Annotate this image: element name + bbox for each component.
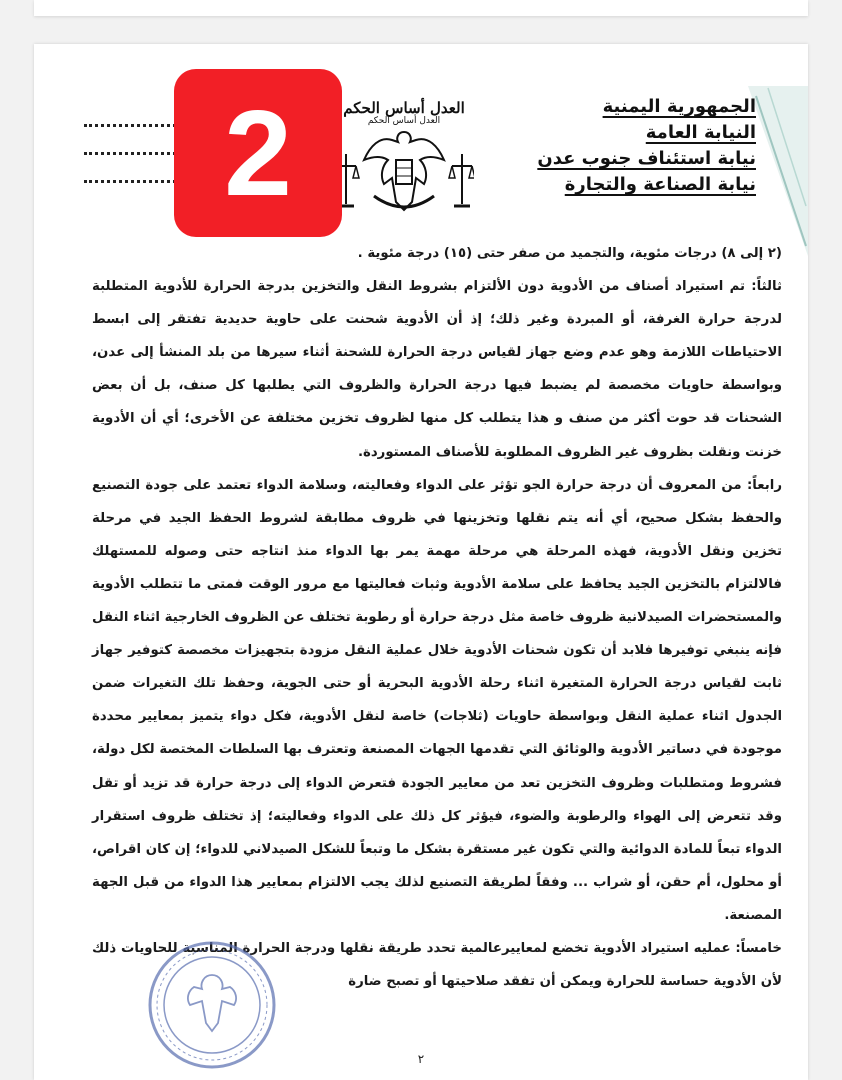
eagle-scales-icon bbox=[334, 126, 474, 216]
corner-fold-decoration bbox=[748, 86, 808, 256]
header-line-republic: الجمهورية اليمنية bbox=[602, 96, 756, 117]
page-number: ٢ bbox=[417, 1052, 425, 1066]
paragraph-fifth: خامساً: عمليه استيراد الأدوية تخضع لمعاييرعالمية تحدد طريقة نقلها ودرجة الحرارة المناسبة للحاويات ذلك لأن الأدوية حساسة للحرارة ويمكن أن تفقد صلاحيتها أو تصبح ضارة bbox=[92, 940, 782, 990]
emblem-motto-small: العدل أساس الحكم bbox=[367, 116, 441, 126]
republic-emblem bbox=[334, 99, 474, 229]
emblem-motto: العدل أساس الحكم bbox=[343, 99, 465, 117]
document-page bbox=[34, 44, 808, 1080]
document-body bbox=[92, 237, 782, 998]
header-line-industry-trade: نيابة الصناعة والتجارة bbox=[564, 174, 756, 196]
previous-page-edge bbox=[34, 0, 808, 16]
header-authority-block bbox=[496, 94, 756, 198]
paragraph-third: ثالثاً: تم استيراد أصناف من الأدوية دون الألتزام بشروط النقل والتخزين بدرجة الحرارة للأدوية المتطلبة لدرجة حرارة الغرفة، أو المبردة وغير ذلك؛ إذ أن الأدوية شحنت على حاوية حديدية تفتقر إلى ابسط الاحتياطات اللازمة وهو عدم وضع جهاز لقياس درجة الحرارة للشحنة أثناء سيرها من بلد المنشأ إلى عدن، وبواسطة حاويات مخصصة لم يضبط فيها درجة الحرارة والظروف التي يطلبها كل صنف، بل أن بعض الشحنات قد حوت أكثر من صنف و هذا يتطلب كل منها لظروف تخزين مختلفة عن الأخرى؛ أي أن الأدوية خزنت ونقلت بظروف غير الظروف المطلوبة للأصناف المستوردة. bbox=[92, 279, 782, 460]
page-index-badge: 2 bbox=[174, 69, 342, 237]
header-line-appeal-prosecution: نيابة استئناف جنوب عدن bbox=[537, 148, 756, 170]
paragraph-temperatures: (٢ إلى ٨) درجات مئوية، والتجميد من صفر حتى (١٥) درجة مئوية . bbox=[357, 246, 782, 261]
header-line-public-prosecution: النيابة العامة bbox=[645, 122, 756, 144]
paragraph-fourth: رابعاً: من المعروف أن درجة حرارة الجو تؤثر على الدواء وفعاليته، وسلامة الدواء تعتمد على جودة التصنيع والحفظ بشكل صحيح، أي أنه يتم نقلها وتخزينها في ظروف مطابقة لشروط الحفظ الجيد في مرحلة تخزين ونقل الأدوية، فهذه المرحلة هي مرحلة مهمة يمر بها الدواء منذ انتاجه حتى وصوله للمستهلك فالالتزام بالتخزين الجيد يحافظ على سلامة الأدوية وثبات فعاليتها مع مرور الوقت فمتى ما تتطلب الأدوية والمستحضرات الصيدلانية ظروف خاصة مثل درجة حرارة أو رطوبة تختلف عن الظروف الخارجية اثناء النقل فإنه ينبغي توفيرها فلابد أن تكون شحنات الأدوية خلال عملية النقل مزودة بتجهيزات مخصصة كتوفير جهاز ثابت لقياس درجة الحرارة المتغيرة اثناء رحلة الأدوية البحرية أو حتى الجوية، وحفظ تلك التغيرات ضمن الجدول اثناء عملية النقل وبواسطة حاويات (ثلاجات) خاصة لنقل الأدوية، فكل دواء يتميز بمعايير محددة موجودة في دساتير الأدوية والوثائق التي تقدمها الجهات المصنعة وتعترف بها السلطات المختصة لكل دولة، فشروط ومتطلبات وظروف التخزين تعد من معايير الجودة فتعرض الدواء إلى درجة حرارة قد تزيد أو تقل وقد تتعرض إلى الهواء والرطوبة والضوء، فيؤثر كل ذلك على الدواء وفعاليته؛ إذ تختلف ظروف استقرار الدواء تبعاً للمادة الدوائية والتي تكون غير مستقرة بشكل ما وتبعاً للشكل الصيدلاني للدواء؛ إن كان اقراص، أو محلول، أم حقن، أو شراب ... وفقاً لطريقة التصنيع لذلك يجب الالتزام بمعايير هذا الدواء من قبل الجهة المصنعة. bbox=[92, 477, 782, 923]
